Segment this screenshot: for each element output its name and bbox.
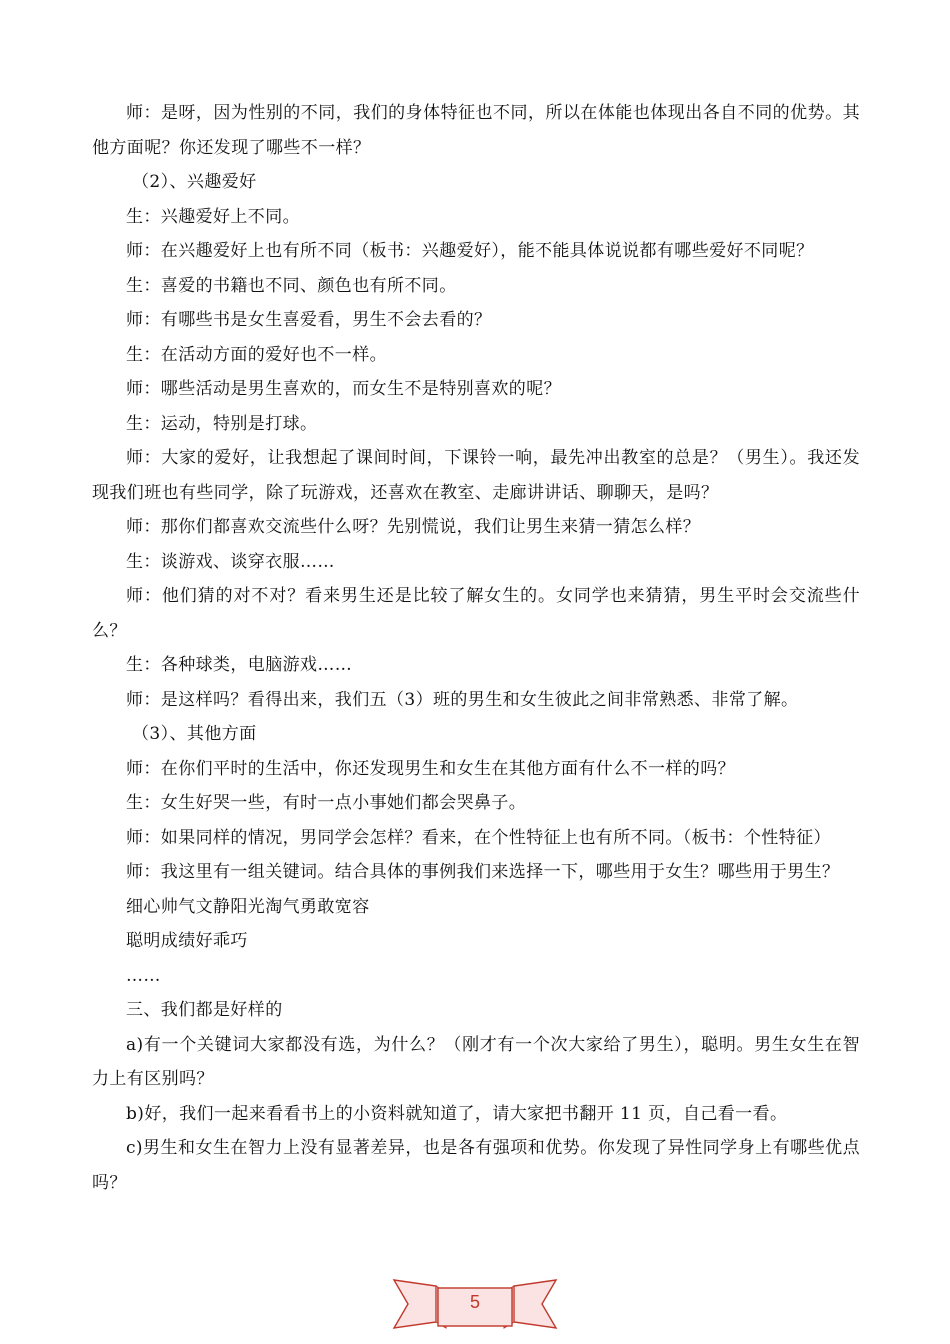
paragraph: 师：哪些活动是男生喜欢的，而女生不是特别喜欢的呢？ xyxy=(126,379,561,399)
page-footer xyxy=(392,1272,558,1336)
document-body xyxy=(92,96,860,1200)
paragraph: c)男生和女生在智力上没有显著差异，也是各有强项和优势。你发现了异性同学身上有哪些优点吗？ xyxy=(92,1138,860,1193)
paragraph: 生：喜爱的书籍也不同、颜色也有所不同。 xyxy=(126,275,457,296)
paragraph: 生：各种球类，电脑游戏…… xyxy=(126,655,353,675)
paragraph: （3）、其他方面 xyxy=(132,724,257,744)
paragraph: 三、我们都是好样的 xyxy=(126,1000,283,1020)
paragraph: 师：如果同样的情况，男同学会怎样？看来，在个性特征上也有所不同。（板书：个性特征） xyxy=(126,827,831,848)
paragraph: 细心帅气文静阳光淘气勇敢宽容 xyxy=(126,896,370,917)
paragraph: b)好，我们一起来看看书上的小资料就知道了，请大家把书翻开 11 页，自己看一看。 xyxy=(126,1103,788,1124)
paragraph: 师：在兴趣爱好上也有所不同（板书：兴趣爱好），能不能具体说说都有哪些爱好不同呢？ xyxy=(126,241,814,261)
paragraph: 师：有哪些书是女生喜爱看，男生不会去看的？ xyxy=(126,310,492,330)
paragraph: 师：我这里有一组关键词。结合具体的事例我们来选择一下，哪些用于女生？哪些用于男生？ xyxy=(126,862,840,882)
paragraph: 师：大家的爱好，让我想起了课间时间，下课铃一响，最先冲出教室的总是？（男生）。我还发现我们班也有些同学，除了玩游戏，还喜欢在教室、走廊讲讲话、聊聊天，是吗？ xyxy=(92,448,860,503)
paragraph: 生：谈游戏、谈穿衣服…… xyxy=(126,551,335,572)
paragraph: 师：那你们都喜欢交流些什么呀？先别慌说，我们让男生来猜一猜怎么样？ xyxy=(126,517,701,537)
paragraph: a)有一个关键词大家都没有选，为什么？（刚才有一个次大家给了男生），聪明。男生女生在智力上有区别吗？ xyxy=(92,1034,860,1089)
paragraph: 师：是呀，因为性别的不同，我们的身体特征也不同，所以在体能也体现出各自不同的优势。其他方面呢？你还发现了哪些不一样？ xyxy=(92,103,860,158)
paragraph: 师：在你们平时的生活中，你还发现男生和女生在其他方面有什么不一样的吗？ xyxy=(126,758,735,779)
paragraph: （2）、兴趣爱好 xyxy=(132,172,257,192)
paragraph: 生：女生好哭一些，有时一点小事她们都会哭鼻子。 xyxy=(126,793,527,813)
paragraph: 师：他们猜的对不对？看来男生还是比较了解女生的。女同学也来猜猜，男生平时会交流些什么？ xyxy=(92,586,860,641)
paragraph: 师：是这样吗？看得出来，我们五（3）班的男生和女生彼此之间非常熟悉、非常了解。 xyxy=(126,689,799,710)
paragraph: 生：兴趣爱好上不同。 xyxy=(126,206,300,227)
page-number: 5 xyxy=(469,1292,480,1312)
paragraph: 生：在活动方面的爱好也不一样。 xyxy=(126,344,387,365)
paragraph: 聪明成绩好乖巧 xyxy=(126,931,248,951)
paragraph: …… xyxy=(126,965,161,986)
paragraph: 生：运动，特别是打球。 xyxy=(126,413,318,434)
